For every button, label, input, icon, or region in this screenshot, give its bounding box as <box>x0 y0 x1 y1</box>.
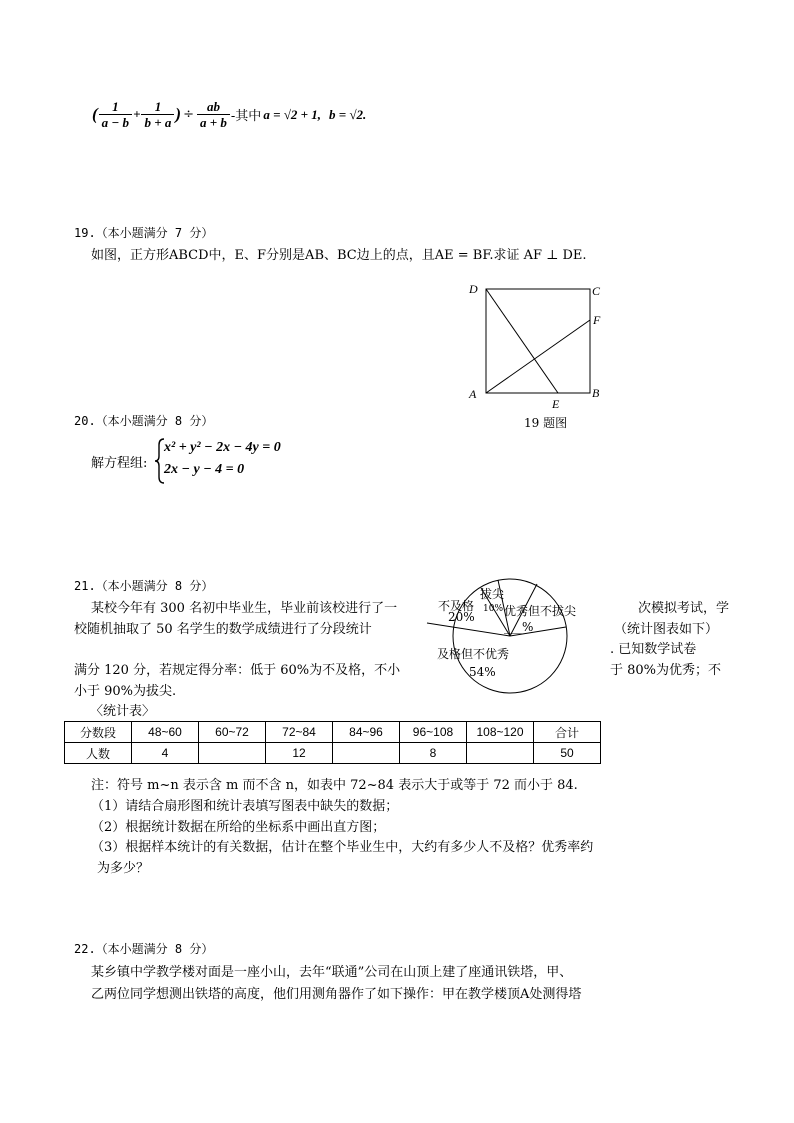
q20-lead: 解方程组: <box>91 456 148 471</box>
label-b: B <box>592 386 600 400</box>
table-header-cell: 108~120 <box>467 722 534 743</box>
table-header-row <box>65 722 601 743</box>
table-header-cell: 60~72 <box>199 722 266 743</box>
table-header-cell: 96~108 <box>400 722 467 743</box>
q20-equation-1: x² + y² − 2x − 4y = 0 <box>164 440 281 455</box>
frac3-numerator: ab <box>197 99 230 115</box>
frac2-numerator: 1 <box>141 99 174 115</box>
table-cell: 50 <box>534 743 601 764</box>
square-abcd <box>486 289 590 393</box>
q21-line4-left: 满分 120 分，若规定得分率：低于 60%为不及格，不小 <box>74 663 401 678</box>
q18-b-value: b = √2. <box>329 106 367 122</box>
label-d: D <box>469 282 478 296</box>
q21-note: 注：符号 m~n 表示含 m 而不含 n，如表中 72~84 表示大于或等于 72 而小于 84. <box>91 778 578 793</box>
q19-stem: 如图，正方形ABCD中，E、F分别是AB、BC边上的点，且AE = BF.求证 AF ⊥ DE. <box>91 248 587 263</box>
table-cell: 人数 <box>65 743 132 764</box>
frac1-denominator: a − b <box>101 115 130 130</box>
q21-item-3: （3）根据样本统计的有关数据，估计在整个毕业生中，大约有多少人不及格？优秀率约 <box>91 840 594 855</box>
q21-item-1: （1）请结合扇形图和统计表填写图表中缺失的数据； <box>91 799 399 814</box>
q22-line2: 乙两位同学想测出铁塔的高度，他们用测角器作了如下操作：甲在教学楼顶A处测得塔 <box>91 987 582 1002</box>
q18-a-value: a = √2 + 1, <box>263 106 322 122</box>
q21-item-2: （2）根据统计数据在所给的坐标系中画出直方图； <box>91 820 386 835</box>
table-row <box>65 743 601 764</box>
table-cell: 4 <box>132 743 199 764</box>
q19-figure-caption: 19 题图 <box>524 416 568 430</box>
pie-label-pass: 及格但不优秀 <box>437 647 510 661</box>
frac2-denominator: b + a <box>144 115 172 130</box>
pie-label-top: 拔尖 <box>480 587 505 601</box>
q21-line2-left: 校随机抽取了 50 名学生的数学成绩进行了分段统计 <box>74 622 372 637</box>
pie-pct-top: 10% <box>483 604 504 614</box>
label-c: C <box>592 284 601 298</box>
q20-equation-2: 2x − y − 4 = 0 <box>164 462 245 477</box>
table-cell <box>333 743 400 764</box>
q22-header: 22.（本小题满分 8 分） <box>74 942 214 956</box>
q19-figure <box>460 278 610 433</box>
segment-de <box>486 289 558 393</box>
pie-pct-pass: 54% <box>469 665 496 679</box>
divide-sign: ÷ <box>183 107 194 122</box>
table-header-cell: 72~84 <box>266 722 333 743</box>
q21-header: 21.（本小题满分 8 分） <box>74 579 214 593</box>
q20-header: 20.（本小题满分 8 分） <box>74 414 214 428</box>
label-a: A <box>469 387 477 401</box>
q21-pie-chart <box>424 574 599 699</box>
q21-stat-table <box>64 721 601 764</box>
q21-line1-right: 次模拟考试，学 <box>638 601 730 616</box>
table-cell: 12 <box>266 743 333 764</box>
table-cell: 8 <box>400 743 467 764</box>
q19-header: 19.（本小题满分 7 分） <box>74 226 214 240</box>
q21-table-title: 〈统计表〉 <box>90 704 156 719</box>
q21-line5-left: 小于 90%为拔尖. <box>74 684 177 699</box>
table-header-cell: 分数段 <box>65 722 132 743</box>
table-cell <box>199 743 266 764</box>
q21-line1-left: 某校今年有 300 名初中毕业生，毕业前该校进行了一 <box>91 601 398 616</box>
label-f: F <box>593 313 601 327</box>
q22-line1: 某乡镇中学教学楼对面是一座小山，去年“联通”公司在山顶上建了座通讯铁塔，甲、 <box>91 965 573 980</box>
table-cell <box>467 743 534 764</box>
table-header-cell: 84~96 <box>333 722 400 743</box>
frac1-numerator: 1 <box>99 99 132 115</box>
table-header-cell: 合计 <box>534 722 601 743</box>
q18-tail-text: -其中 <box>230 109 262 124</box>
frac3-denominator: a + b <box>199 115 227 130</box>
pie-pct-fail: 20% <box>448 610 475 624</box>
plus-sign: + <box>133 106 141 122</box>
q21-line2-right: （统计图表如下） <box>614 622 719 637</box>
q21-line3-right: . 已知数学试卷 <box>610 642 697 657</box>
table-header-cell: 48~60 <box>132 722 199 743</box>
q18-expression: ( $\frac{1}{a - b}$ + $\frac{1}{b + a}$ ) ÷ $\frac{ab}{a + b}$ -其中 a = √2 + 1, b = √2. <box>92 99 367 130</box>
q21-line4-right: 于 80%为优秀；不 <box>610 663 722 678</box>
pie-pct-excellent: ___% <box>504 620 534 634</box>
label-e: E <box>552 397 560 411</box>
q21-item-3-cont: 为多少？ <box>97 861 150 876</box>
segment-af <box>486 320 590 393</box>
pie-label-excellent: 优秀但不拔尖 <box>504 604 577 618</box>
pie-label-fail: 不及格 <box>438 599 475 613</box>
